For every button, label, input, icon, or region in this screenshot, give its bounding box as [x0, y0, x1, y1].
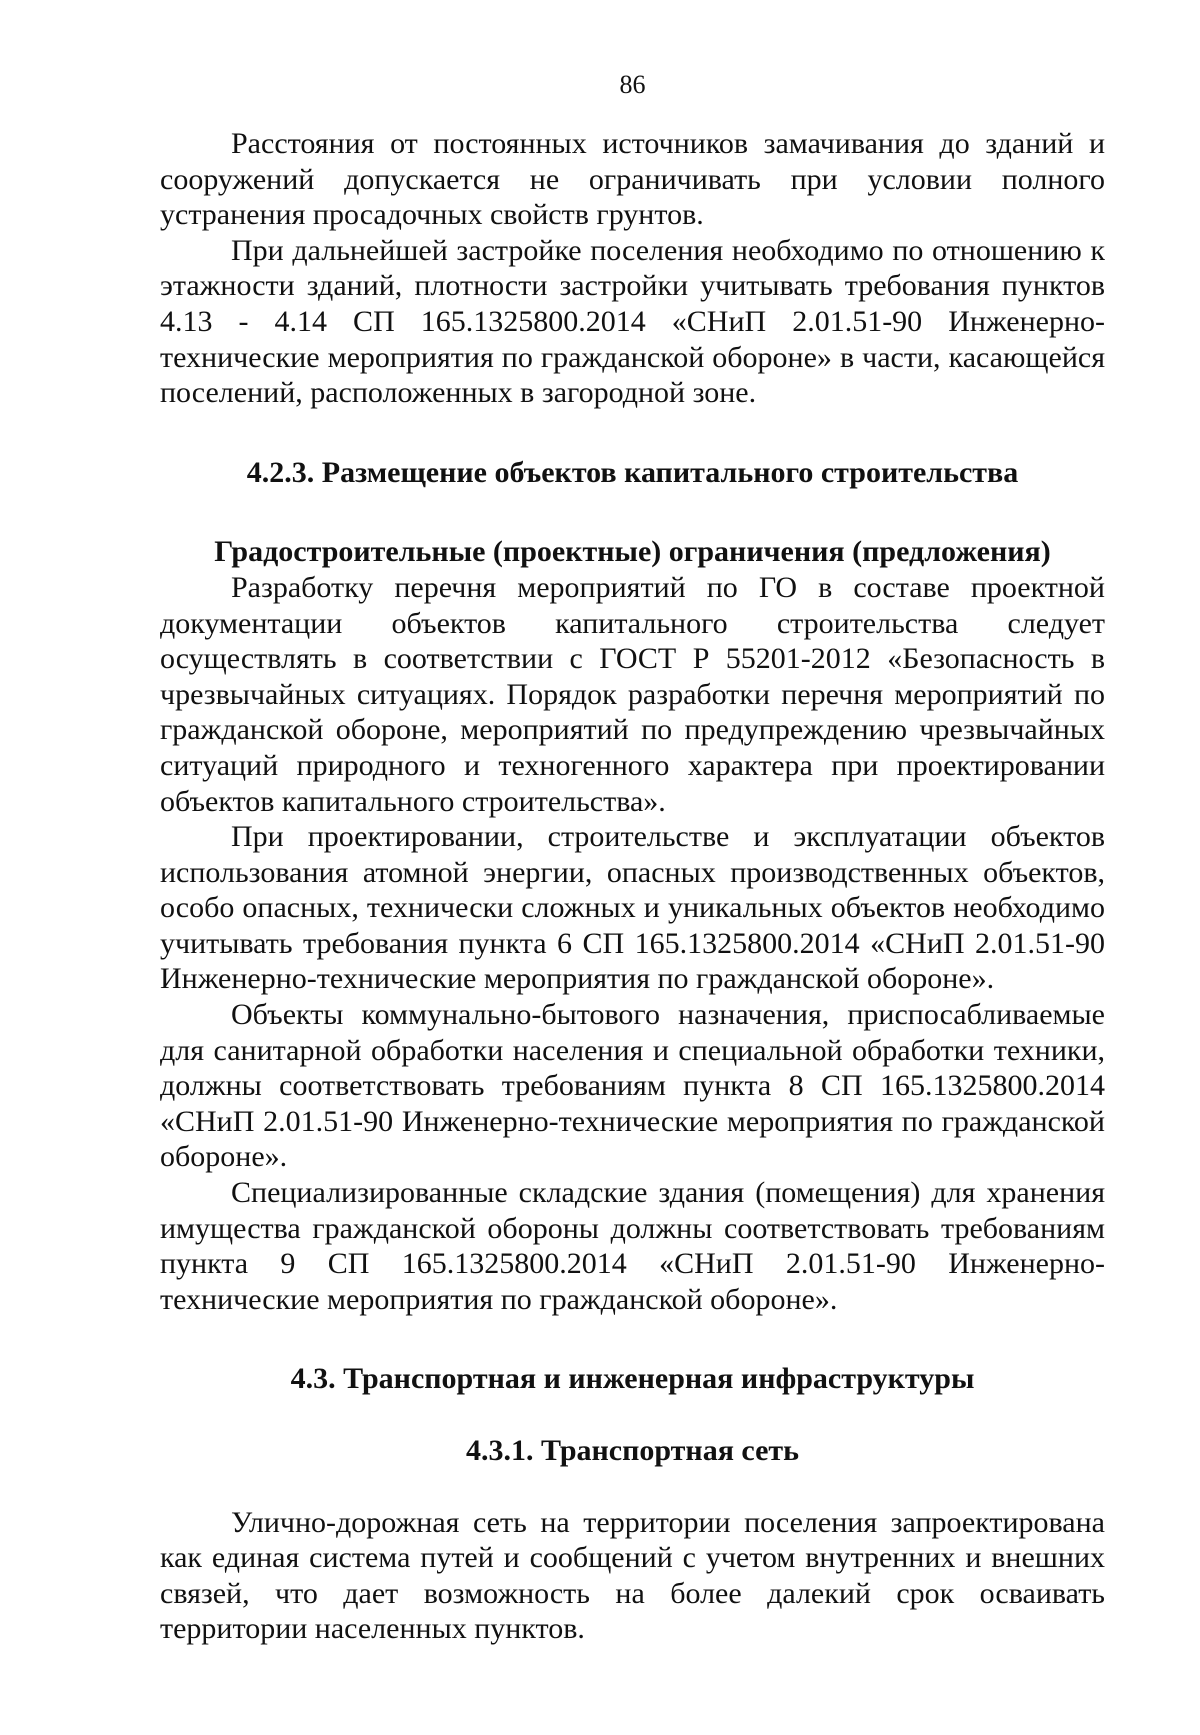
paragraph: Расстояния от постоянных источников замачивания до зданий и сооружений допускается не ограничивать при условии полного устранения просадочных свойств грунтов.	[160, 127, 1105, 232]
section-heading-4-2-3: 4.2.3. Размещение объектов капитального строительства	[246, 455, 1019, 489]
paragraph: Специализированные складские здания (помещения) для хранения имущества гражданской обороны должны соответствовать требованиям пункта 9 СП 165.1325800.2014 «СНиП 2.01.51-90 Инженерно-технические мероприятия по гражданской обороне».	[160, 1176, 1105, 1316]
page-number: 86	[619, 70, 646, 99]
section-heading-4-3: 4.3. Транспортная и инженерная инфраструктуры	[290, 1362, 975, 1396]
section-heading-4-3-1: 4.3.1. Транспортная сеть	[465, 1434, 800, 1467]
document-body	[160, 126, 1105, 1647]
paragraph: При дальнейшей застройке поселения необходимо по отношению к этажности зданий, плотности застройки учитывать требования пунктов 4.13 - 4.14 СП 165.1325800.2014 «СНиП 2.01.51-90 Инженерно-технические мероприятия по гражданской обороне» в части, касающейся поселений, расположенных в загородной зоне.	[160, 233, 1105, 410]
paragraph: Разработку перечня мероприятий по ГО в составе проектной документации объектов капитального строительства следует осуществлять в соответствии с ГОСТ Р 55201-2012 «Безопасность в чрезвычайных ситуациях. Порядок разработки перечня мероприятий по гражданской обороне, мероприятий по предупреждению чрезвычайных ситуаций природного и техногенного характера при проектировании объектов капитального строительства».	[160, 570, 1105, 818]
paragraph: При проектировании, строительстве и эксплуатации объектов использования атомной энергии, опасных производственных объектов, особо опасных, технически сложных и уникальных объектов необходимо учитывать требования пункта 6 СП 165.1325800.2014 «СНиП 2.01.51-90 Инженерно-технические мероприятия по гражданской обороне».	[160, 820, 1105, 996]
subheading-restrictions: Градостроительные (проектные) ограничения (предложения)	[214, 535, 1051, 569]
paragraph: Улично-дорожная сеть на территории поселения запроектирована как единая система путей и сообщений с учетом внутренних и внешних связей, что дает возможность на более далекий срок осваивать территории населенных пунктов.	[160, 1505, 1105, 1646]
paragraph: Объекты коммунально-бытового назначения, приспосабливаемые для санитарной обработки населения и специальной обработки техники, должны соответствовать требованиям пункта 8 СП 165.1325800.2014 «СНиП 2.01.51-90 Инженерно-технические мероприятия по гражданской обороне».	[160, 998, 1105, 1174]
